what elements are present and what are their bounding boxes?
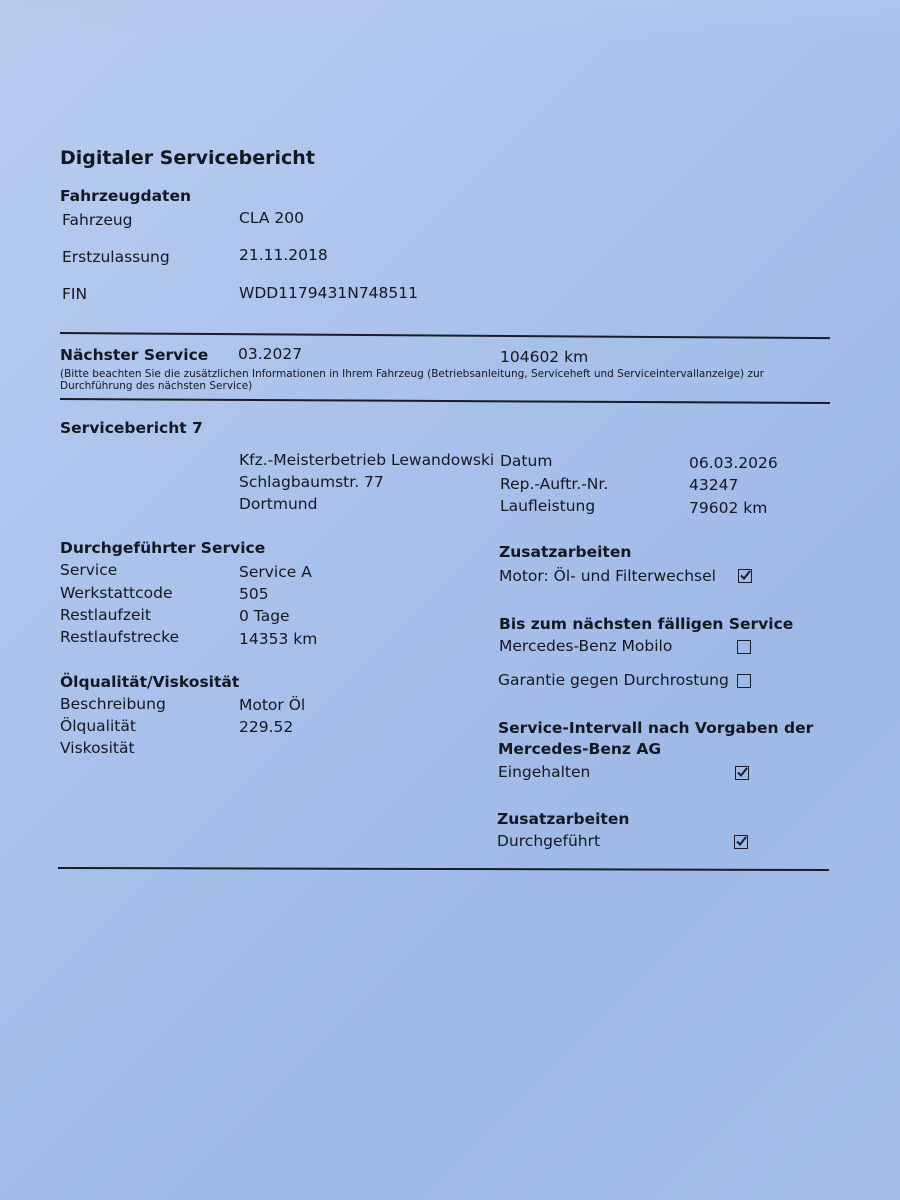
vehicle-label-registration: Erstzulassung [62, 248, 170, 266]
oil-value: Motor Öl [239, 696, 306, 714]
extra-work-heading: Zusatzarbeiten [499, 543, 632, 561]
interval-heading-line2: Mercedes-Benz AG [498, 740, 662, 758]
report-label-mileage: Laufleistung [500, 497, 596, 515]
check-icon [739, 569, 751, 581]
vehicle-label-vin: FIN [62, 285, 88, 303]
divider [58, 867, 829, 871]
performed-value: 0 Tage [239, 607, 290, 625]
next-service-note: (Bitte beachten Sie die zusätzlichen Informationen in Ihrem Fahrzeug (Betriebsanleitung, Serviceheft und Serviceintervallanzeige) zur Durchführung des nächsten Service) [60, 368, 764, 392]
vehicle-label-model: Fahrzeug [62, 211, 133, 229]
next-service-date: 03.2027 [238, 345, 303, 363]
report-heading: Servicebericht 7 [60, 419, 203, 437]
report-value-mileage: 79602 km [689, 499, 768, 517]
next-service-label: Nächster Service [60, 346, 209, 364]
oil-label: Viskosität [60, 739, 135, 757]
report-value-order: 43247 [689, 476, 739, 494]
performed-label: Werkstattcode [60, 584, 173, 602]
next-service-km: 104602 km [500, 348, 589, 366]
workshop-city: Dortmund [239, 495, 318, 513]
report-label-date: Datum [500, 452, 553, 470]
report-label-order: Rep.-Auftr.-Nr. [500, 475, 609, 493]
vehicle-heading: Fahrzeugdaten [60, 187, 191, 205]
until-next-heading: Bis zum nächsten fälligen Service [499, 615, 794, 633]
divider [60, 398, 830, 404]
document-title: Digitaler Servicebericht [60, 147, 315, 169]
extra-work-checkbox[interactable] [738, 569, 752, 583]
until-next-item: Mercedes-Benz Mobilo [499, 637, 673, 655]
performed-label: Restlaufzeit [60, 606, 151, 624]
oil-heading: Ölqualität/Viskosität [60, 673, 240, 691]
oil-label: Beschreibung [60, 695, 166, 713]
paper-shade [0, 0, 900, 40]
extra-work2-item: Durchgeführt [497, 832, 601, 850]
oil-value: 229.52 [239, 718, 294, 736]
performed-label: Restlaufstrecke [60, 628, 180, 646]
interval-item: Eingehalten [498, 763, 591, 781]
extra-work2-checkbox[interactable] [734, 835, 748, 849]
performed-value: 14353 km [239, 630, 318, 648]
workshop-street: Schlagbaumstr. 77 [239, 473, 384, 491]
oil-label: Ölqualität [60, 717, 136, 735]
check-icon [736, 766, 748, 778]
report-value-date: 06.03.2026 [689, 454, 778, 472]
extra-work-item: Motor: Öl- und Filterwechsel [499, 567, 716, 585]
interval-checkbox[interactable] [735, 766, 749, 780]
vehicle-value-model: CLA 200 [239, 209, 304, 227]
workshop-name: Kfz.-Meisterbetrieb Lewandowski [239, 451, 495, 469]
vehicle-value-registration: 21.11.2018 [239, 246, 328, 264]
performed-value: Service A [239, 563, 312, 581]
check-icon [735, 835, 747, 847]
performed-label: Service [60, 561, 118, 579]
divider [60, 332, 830, 339]
mobilo-checkbox[interactable] [737, 640, 751, 654]
extra-work2-heading: Zusatzarbeiten [497, 810, 630, 828]
interval-heading-line1: Service-Intervall nach Vorgaben der [498, 719, 814, 737]
until-next-item: Garantie gegen Durchrostung [498, 671, 729, 689]
performed-value: 505 [239, 585, 269, 603]
performed-heading: Durchgeführter Service [60, 539, 266, 557]
rust-warranty-checkbox[interactable] [737, 674, 751, 688]
vehicle-value-vin: WDD1179431N748511 [239, 284, 418, 302]
